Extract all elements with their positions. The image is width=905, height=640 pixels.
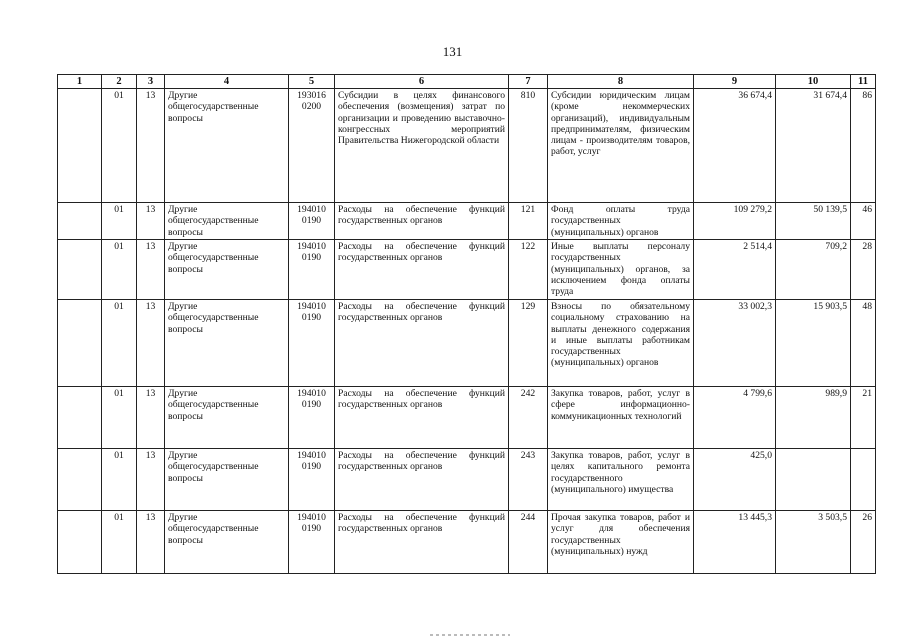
cell-actual: 15 903,5	[776, 300, 851, 387]
cell-percent: 28	[851, 240, 876, 300]
cell-actual: 31 674,4	[776, 89, 851, 203]
table-row	[58, 240, 876, 300]
cell-article-name: Субсидии в целях финансового обеспечения (возмещения) затрат по организации и проведению выставочно-конгрессных мероприятий Правительства Нижегородской области	[335, 89, 509, 203]
cell-plan: 13 445,3	[694, 511, 776, 574]
table-row	[58, 300, 876, 387]
cell-article-name: Расходы на обеспечение функций государственных органов	[335, 449, 509, 511]
cell-target-article: 194010 0190	[289, 240, 335, 300]
cell-plan: 109 279,2	[694, 203, 776, 240]
cell-plan: 36 674,4	[694, 89, 776, 203]
cell-expense-type-name: Взносы по обязательному социальному страхованию на выплаты денежного содержания и иные выплаты работникам государственных (муниципальных) органов	[548, 300, 694, 387]
cell-percent	[851, 449, 876, 511]
cell-expense-type: 244	[509, 511, 548, 574]
cell-subsection-name: Другие общегосударственные вопросы	[165, 300, 289, 387]
cell-percent: 46	[851, 203, 876, 240]
cell-percent: 86	[851, 89, 876, 203]
column-header-9: 9	[694, 75, 776, 89]
cell-col1	[58, 203, 102, 240]
cell-subsection-name: Другие общегосударственные вопросы	[165, 449, 289, 511]
column-header-2: 2	[102, 75, 137, 89]
cell-col1	[58, 387, 102, 449]
column-header-3: 3	[137, 75, 165, 89]
column-header-7: 7	[509, 75, 548, 89]
column-header-6: 6	[335, 75, 509, 89]
column-header-4: 4	[165, 75, 289, 89]
column-header-5: 5	[289, 75, 335, 89]
table-row	[58, 203, 876, 240]
cell-expense-type-name: Закупка товаров, работ, услуг в сфере информационно-коммуникационных технологий	[548, 387, 694, 449]
cell-col1	[58, 300, 102, 387]
column-header-8: 8	[548, 75, 694, 89]
table-row	[58, 387, 876, 449]
cell-expense-type-name: Закупка товаров, работ, услуг в целях капитального ремонта государственного (муниципального) имущества	[548, 449, 694, 511]
cell-subsection-name: Другие общегосударственные вопросы	[165, 203, 289, 240]
cell-actual: 3 503,5	[776, 511, 851, 574]
cell-col1	[58, 449, 102, 511]
cell-subsection: 13	[137, 300, 165, 387]
cell-subsection-name: Другие общегосударственные вопросы	[165, 240, 289, 300]
cell-plan: 2 514,4	[694, 240, 776, 300]
cell-actual: 989,9	[776, 387, 851, 449]
cell-section: 01	[102, 240, 137, 300]
cell-target-article: 194010 0190	[289, 449, 335, 511]
cell-target-article: 194010 0190	[289, 300, 335, 387]
cell-section: 01	[102, 300, 137, 387]
cell-section: 01	[102, 387, 137, 449]
page-number: 131	[442, 44, 463, 59]
cell-expense-type: 121	[509, 203, 548, 240]
cell-expense-type: 243	[509, 449, 548, 511]
cell-percent: 26	[851, 511, 876, 574]
cell-article-name: Расходы на обеспечение функций государственных органов	[335, 387, 509, 449]
cell-plan: 33 002,3	[694, 300, 776, 387]
cell-subsection-name: Другие общегосударственные вопросы	[165, 89, 289, 203]
cell-expense-type: 810	[509, 89, 548, 203]
cell-article-name: Расходы на обеспечение функций государственных органов	[335, 511, 509, 574]
cell-expense-type-name: Иные выплаты персоналу государственных (муниципальных) органов, за исключением фонда оплаты труда	[548, 240, 694, 300]
cell-article-name: Расходы на обеспечение функций государственных органов	[335, 240, 509, 300]
cell-section: 01	[102, 449, 137, 511]
table-row	[58, 511, 876, 574]
cell-subsection: 13	[137, 89, 165, 203]
column-header-10: 10	[776, 75, 851, 89]
cell-subsection: 13	[137, 387, 165, 449]
cell-article-name: Расходы на обеспечение функций государственных органов	[335, 203, 509, 240]
cell-section: 01	[102, 89, 137, 203]
cell-expense-type-name: Прочая закупка товаров, работ и услуг для обеспечения государственных (муниципальных) нужд	[548, 511, 694, 574]
cell-plan: 425,0	[694, 449, 776, 511]
cell-actual: 709,2	[776, 240, 851, 300]
cell-subsection: 13	[137, 449, 165, 511]
scan-artifact	[430, 634, 510, 636]
cell-expense-type: 129	[509, 300, 548, 387]
cell-expense-type: 122	[509, 240, 548, 300]
table-row	[58, 89, 876, 203]
cell-target-article: 194010 0190	[289, 387, 335, 449]
cell-expense-type: 242	[509, 387, 548, 449]
cell-subsection-name: Другие общегосударственные вопросы	[165, 511, 289, 574]
cell-subsection: 13	[137, 203, 165, 240]
cell-expense-type-name: Субсидии юридическим лицам (кроме некоммерческих организаций), индивидуальным предпринимателям, физическим лицам - производителям товаров, работ, услуг	[548, 89, 694, 203]
budget-table	[57, 74, 876, 574]
cell-section: 01	[102, 511, 137, 574]
cell-actual	[776, 449, 851, 511]
cell-target-article: 194010 0190	[289, 203, 335, 240]
cell-col1	[58, 511, 102, 574]
cell-section: 01	[102, 203, 137, 240]
header-row	[58, 75, 876, 89]
table-row	[58, 449, 876, 511]
cell-subsection: 13	[137, 511, 165, 574]
column-header-11: 11	[851, 75, 876, 89]
cell-actual: 50 139,5	[776, 203, 851, 240]
cell-target-article: 194010 0190	[289, 511, 335, 574]
cell-col1	[58, 89, 102, 203]
cell-col1	[58, 240, 102, 300]
cell-percent: 48	[851, 300, 876, 387]
cell-target-article: 193016 0200	[289, 89, 335, 203]
cell-plan: 4 799,6	[694, 387, 776, 449]
cell-article-name: Расходы на обеспечение функций государственных органов	[335, 300, 509, 387]
cell-expense-type-name: Фонд оплаты труда государственных (муниципальных) органов	[548, 203, 694, 240]
cell-percent: 21	[851, 387, 876, 449]
column-header-1: 1	[58, 75, 102, 89]
cell-subsection-name: Другие общегосударственные вопросы	[165, 387, 289, 449]
cell-subsection: 13	[137, 240, 165, 300]
